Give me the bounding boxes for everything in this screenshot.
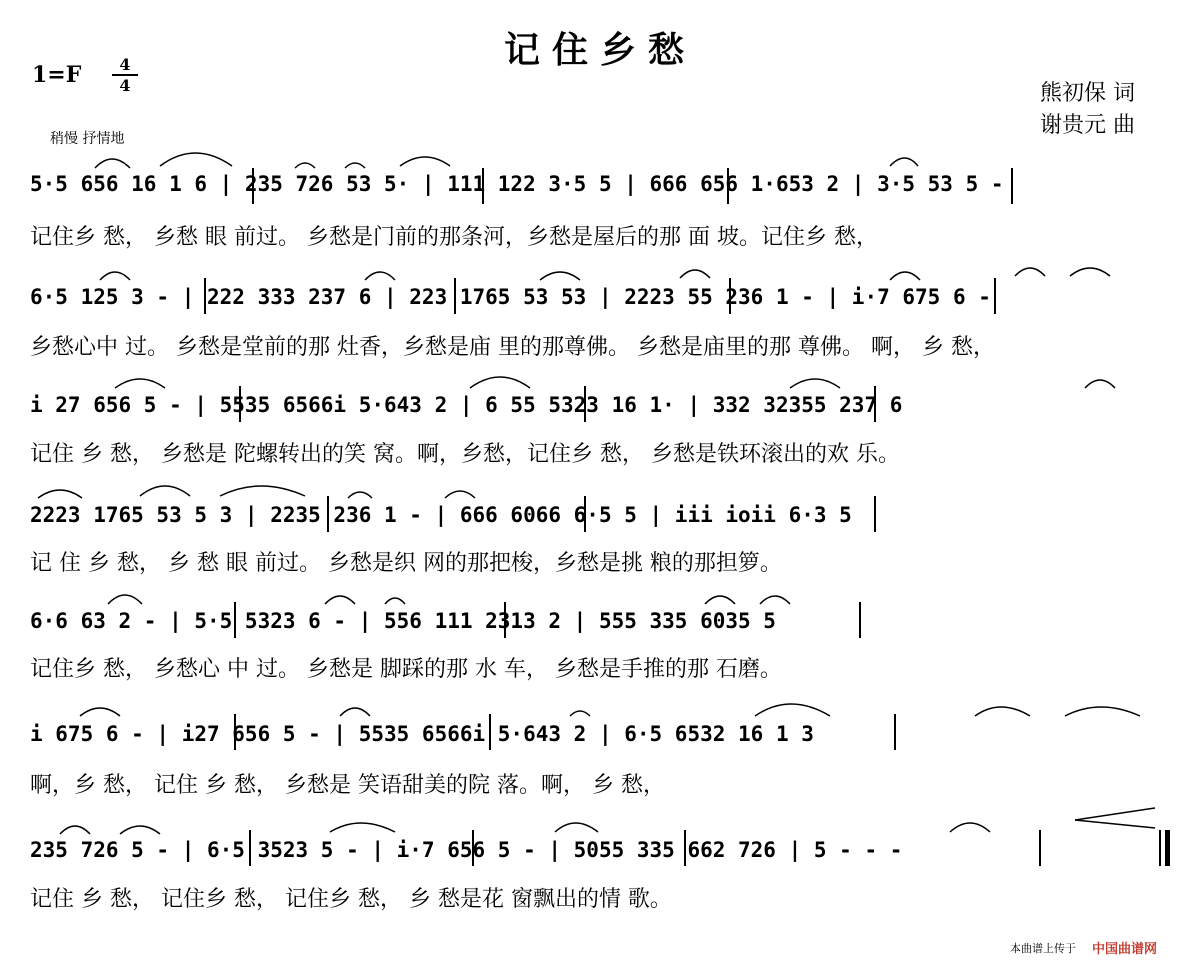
slur [120, 826, 160, 834]
slur [555, 823, 598, 832]
slur [1070, 268, 1110, 276]
slur [160, 153, 232, 166]
tempo-marking: 稍慢 抒情地 [50, 131, 125, 147]
slur [385, 598, 405, 604]
notation-row-1: 5·5 656 16 1 6 | 235 726 53 5· | 111 122 3·5 5 | 666 656 1·653 2 | 3·5 53 5 - [30, 172, 1004, 196]
credits [1040, 78, 1135, 142]
slur [705, 596, 735, 604]
composer-credit: 谢贵元 曲 [1040, 113, 1135, 138]
slur [755, 704, 830, 716]
decrescendo-line [1075, 820, 1155, 828]
lyrics-row-4: 记 住 乡 愁， 乡 愁 眼 前过。 乡愁是织 网的那把梭，乡愁是挑 粮的那担箩。 [30, 551, 782, 576]
lyrics-row-5: 记住乡 愁， 乡愁心 中 过。 乡愁是 脚踩的那 水 车， 乡愁是手推的那 石磨。 [30, 657, 782, 682]
slur [400, 157, 450, 166]
lyrics-row-3: 记住 乡 愁， 乡愁是 陀螺转出的笑 窝。啊，乡愁，记住乡 愁， 乡愁是铁环滚出的欢 乐。 [30, 442, 900, 467]
slur [1015, 268, 1045, 276]
time-signature [112, 56, 138, 94]
notation-row-2: 6·5 125 3 - | 222 333 237 6 | 223 1765 53 53 | 2223 55 236 1 - | i·7 675 6 - [30, 285, 991, 309]
slur [295, 163, 315, 168]
decrescendo-line [1075, 808, 1155, 820]
slur [115, 379, 165, 388]
slur [95, 159, 130, 168]
slur [345, 163, 365, 168]
slur [340, 708, 370, 716]
lyrics-row-1: 记住乡 愁， 乡愁 眼 前过。 乡愁是门前的那条河，乡愁是屋后的那 面 坡。记住乡 愁， [30, 225, 878, 250]
slur [1085, 380, 1115, 388]
site-logo: 中国曲谱网 [1092, 942, 1158, 957]
notation-row-4: 2223 1765 53 5 3 | 2235 236 1 - | 666 6066 6·5 5 | iii ioii 6·3 5 [30, 503, 852, 527]
notation-row-5: 6·6 63 2 - | 5·5 5323 6 - | 556 111 2313 2 | 555 335 6035 5 [30, 609, 776, 633]
slur [1065, 707, 1140, 716]
slur [365, 272, 395, 280]
meter-bottom: 4 [119, 76, 131, 95]
slur [140, 486, 190, 496]
song-title: 记住乡愁 [503, 29, 696, 71]
slur [445, 491, 475, 498]
slur [760, 596, 790, 604]
slur [570, 711, 590, 716]
slur [38, 490, 82, 498]
upload-note: 本曲谱上传于 [1010, 942, 1076, 955]
notation-row-3: i 27 656 5 - | 5535 6566i 5·643 2 | 6 55 5323 16 1· | 332 32355 237 6 [30, 393, 903, 417]
meter-top: 4 [119, 55, 131, 74]
notation-row-6: i 675 6 - | i27 656 5 - | 5535 6566i 5·643 2 | 6·5 6532 16 1 3 [30, 722, 814, 746]
slur [108, 595, 142, 604]
slur [975, 707, 1030, 716]
slur [890, 158, 918, 166]
slur [220, 486, 305, 496]
slur [540, 272, 580, 280]
slur [330, 823, 395, 832]
slur [80, 708, 120, 716]
slur [890, 272, 920, 280]
slur [100, 272, 130, 280]
lyricist-credit: 熊初保 词 [1040, 81, 1135, 106]
slur [60, 826, 90, 834]
lyrics-row-7: 记住 乡 愁， 记住乡 愁， 记住乡 愁， 乡 愁是花 窗飘出的情 歌。 [30, 887, 672, 912]
slur [470, 377, 530, 388]
lyrics-row-2: 乡愁心中 过。 乡愁是堂前的那 灶香，乡愁是庙 里的那尊佛。 乡愁是庙里的那 尊佛。 啊， 乡 愁， [30, 335, 995, 360]
slur [790, 379, 840, 388]
key-signature: 1=F [32, 62, 82, 88]
slur [680, 270, 710, 278]
slur [348, 492, 372, 498]
notation-row-7: 235 726 5 - | 6·5 3523 5 - | i·7 656 5 - | 5055 335 662 726 | 5 - - - [30, 838, 903, 862]
slur [950, 823, 990, 832]
lyrics-row-6: 啊，乡 愁， 记住 乡 愁， 乡愁是 笑语甜美的院 落。啊， 乡 愁， [30, 773, 665, 798]
slur [325, 596, 355, 604]
